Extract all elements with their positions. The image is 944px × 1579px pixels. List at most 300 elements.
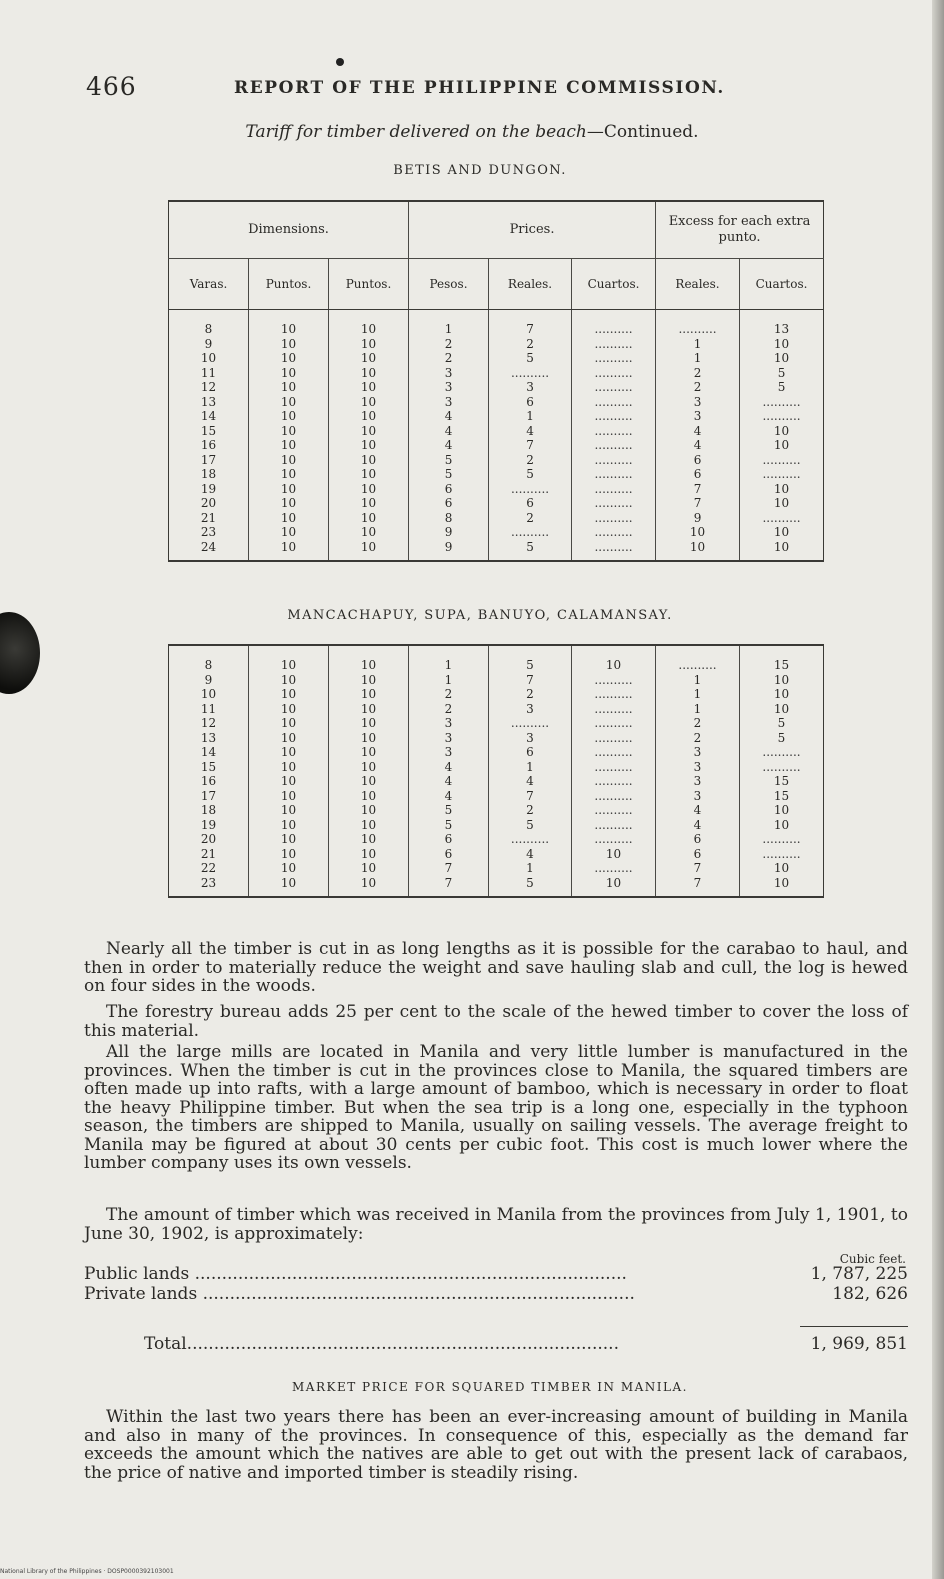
table-cell: 15 — [740, 789, 824, 804]
spacer-row — [169, 554, 824, 561]
table-cell: 2 — [489, 337, 572, 352]
group-header-excess: Excess for each extra punto. — [656, 201, 824, 259]
table-cell: 1 — [656, 337, 740, 352]
table-cell: .......... — [489, 832, 572, 847]
page-header — [86, 70, 906, 104]
table-cell: 10 — [249, 453, 329, 468]
group-header-dimensions: Dimensions. — [169, 201, 409, 259]
table-cell: 10 — [740, 337, 824, 352]
table-cell: 19 — [169, 818, 249, 833]
table-cell: 15 — [740, 658, 824, 673]
table-cell: 10 — [329, 818, 409, 833]
table-cell: 5 — [409, 453, 489, 468]
table-cell: 5 — [489, 540, 572, 555]
table-cell: 15 — [740, 774, 824, 789]
table-cell: 4 — [489, 847, 572, 862]
table-cell: 10 — [329, 540, 409, 555]
table-cell: 10 — [249, 511, 329, 526]
table-cell: 8 — [169, 658, 249, 673]
table-cell: 20 — [169, 496, 249, 511]
table-cell: .......... — [572, 511, 656, 526]
table-row — [169, 496, 824, 511]
table-cell: 10 — [329, 453, 409, 468]
table-cell: 6 — [409, 482, 489, 497]
table-cell: 10 — [329, 438, 409, 453]
table-row — [169, 745, 824, 760]
paragraph — [84, 940, 908, 996]
table-cell: 9 — [409, 525, 489, 540]
table-cell: .......... — [572, 687, 656, 702]
table-cell: 1 — [409, 673, 489, 688]
table-cell: 10 — [740, 687, 824, 702]
table-cell: 21 — [169, 511, 249, 526]
table-cell: 10 — [329, 876, 409, 891]
table-cell: 5 — [489, 658, 572, 673]
table-cell: 10 — [572, 847, 656, 862]
table-cell: 10 — [740, 424, 824, 439]
table-cell: 7 — [489, 673, 572, 688]
table-cell: 6 — [489, 395, 572, 410]
table-cell: 10 — [740, 702, 824, 717]
table-row — [169, 658, 824, 673]
table-row — [169, 322, 824, 337]
table-cell: 2 — [656, 380, 740, 395]
table-cell: 3 — [489, 380, 572, 395]
table-cell: .......... — [572, 409, 656, 424]
table-cell: 4 — [409, 760, 489, 775]
table-cell: 10 — [329, 847, 409, 862]
table-row — [169, 467, 824, 482]
table-cell: 1 — [489, 760, 572, 775]
table-cell: .......... — [572, 525, 656, 540]
table-cell: 10 — [329, 731, 409, 746]
stat-label: Private lands ................................................................................ — [84, 1284, 635, 1304]
table-cell: 18 — [169, 467, 249, 482]
stat-label-text: Public lands — [84, 1264, 190, 1284]
table-cell: .......... — [572, 337, 656, 352]
table-cell: 6 — [409, 496, 489, 511]
table-cell: .......... — [572, 789, 656, 804]
paragraph-text: Nearly all the timber is cut in as long lengths as it is possible for the carabao to haul, and then in order to materially reduce the weight and save hauling slab and cull, the log is hewed on four sides in the woods. — [84, 939, 908, 996]
table-cell: .......... — [572, 861, 656, 876]
table-cell: 10 — [169, 351, 249, 366]
table-cell: 7 — [489, 322, 572, 337]
table-cell: 10 — [249, 731, 329, 746]
table-cell: 10 — [249, 876, 329, 891]
table-cell: 10 — [249, 702, 329, 717]
paragraph-text: The amount of timber which was received in Manila from the provinces from July 1, 1901, to June 30, 1902, is approximately: — [84, 1205, 908, 1244]
paragraph — [84, 1206, 908, 1243]
table-cell: 10 — [329, 511, 409, 526]
table-cell: 10 — [329, 803, 409, 818]
table-cell: 10 — [249, 467, 329, 482]
table-cell: 10 — [249, 438, 329, 453]
table-cell: .......... — [572, 438, 656, 453]
table-cell: 10 — [740, 876, 824, 891]
table-cell: 8 — [409, 511, 489, 526]
table-cell: 2 — [656, 366, 740, 381]
spacer-row — [169, 645, 824, 658]
table-row — [169, 731, 824, 746]
table-cell: .......... — [740, 395, 824, 410]
table-cell: 2 — [409, 687, 489, 702]
table-cell: 2 — [489, 687, 572, 702]
table-row — [169, 818, 824, 833]
table-cell: 5 — [740, 366, 824, 381]
table-row — [169, 540, 824, 555]
stat-label: Public lands ................................................................................ — [84, 1264, 627, 1284]
running-title: REPORT OF THE PHILIPPINE COMMISSION. — [234, 78, 725, 98]
table-cell: 10 — [249, 774, 329, 789]
table-cell: .......... — [740, 409, 824, 424]
table-cell: .......... — [489, 482, 572, 497]
table-cell: 3 — [489, 702, 572, 717]
table-cell: 10 — [329, 395, 409, 410]
table-cell: 10 — [329, 673, 409, 688]
table-cell: 24 — [169, 540, 249, 555]
table-cell: 10 — [656, 540, 740, 555]
table-cell: 10 — [249, 322, 329, 337]
table-cell: 7 — [656, 861, 740, 876]
table-row — [169, 453, 824, 468]
table-cell: 18 — [169, 803, 249, 818]
table-cell: 1 — [656, 351, 740, 366]
table-row — [169, 482, 824, 497]
table2-title: MANCACHAPUY, SUPA, BANUYO, CALAMANSAY. — [287, 608, 673, 623]
table-cell: .......... — [572, 395, 656, 410]
table-cell: 3 — [656, 395, 740, 410]
table-cell: 2 — [489, 511, 572, 526]
table-cell: 10 — [249, 745, 329, 760]
table-cell: 1 — [656, 687, 740, 702]
table-row — [169, 380, 824, 395]
table-cell: 3 — [656, 789, 740, 804]
table-cell: .......... — [572, 322, 656, 337]
table-cell: 10 — [329, 760, 409, 775]
table-row — [169, 438, 824, 453]
table-cell: 6 — [656, 467, 740, 482]
table-cell: 1 — [409, 658, 489, 673]
table-cell: 3 — [409, 716, 489, 731]
caption-italic: Tariff for timber delivered on the beach — [245, 122, 587, 142]
table-cell: .......... — [572, 366, 656, 381]
table-cell: 7 — [489, 789, 572, 804]
table-cell: 4 — [489, 424, 572, 439]
stat-label-text: Private lands — [84, 1284, 198, 1304]
table-cell: 5 — [740, 731, 824, 746]
table-cell: 4 — [656, 438, 740, 453]
table-cell: 10 — [249, 424, 329, 439]
table-cell: 2 — [409, 351, 489, 366]
table1-body — [169, 310, 824, 562]
table-row — [169, 673, 824, 688]
table-cell: 21 — [169, 847, 249, 862]
table-cell: 5 — [489, 818, 572, 833]
table-cell: .......... — [572, 380, 656, 395]
table-cell: 11 — [169, 702, 249, 717]
table-cell: 10 — [329, 687, 409, 702]
paragraph — [84, 1043, 908, 1173]
table-cell: 10 — [249, 525, 329, 540]
table-cell: 5 — [740, 716, 824, 731]
table-caption — [0, 122, 944, 142]
stat-label: Total................................................................................ — [144, 1334, 619, 1354]
table-cell: .......... — [572, 731, 656, 746]
spacer-row — [169, 310, 824, 323]
table-cell: 5 — [409, 803, 489, 818]
mancachapuy-table — [168, 644, 824, 898]
stat-label-text: Total — [144, 1334, 187, 1354]
table-cell: 4 — [409, 774, 489, 789]
betis-dungon-table — [168, 200, 824, 562]
table-row — [169, 337, 824, 352]
table-cell: 4 — [656, 803, 740, 818]
table-cell: 10 — [329, 496, 409, 511]
table-cell: 17 — [169, 789, 249, 804]
stat-row-private — [84, 1284, 908, 1304]
col-header-puntos: Puntos. — [249, 259, 329, 310]
table-cell: .......... — [740, 847, 824, 862]
table-cell: 10 — [329, 322, 409, 337]
table-cell: 10 — [249, 716, 329, 731]
table-cell: 13 — [740, 322, 824, 337]
table-cell: 10 — [249, 496, 329, 511]
table-cell: .......... — [572, 832, 656, 847]
table-cell: 7 — [409, 876, 489, 891]
table-cell: 9 — [169, 673, 249, 688]
table-row — [169, 395, 824, 410]
table-cell: 10 — [249, 658, 329, 673]
table-row — [169, 861, 824, 876]
table-cell: 10 — [249, 482, 329, 497]
table-cell: 10 — [329, 380, 409, 395]
ink-spot — [336, 58, 344, 66]
table-cell: 9 — [409, 540, 489, 555]
table-cell: .......... — [572, 716, 656, 731]
table-cell: 6 — [409, 832, 489, 847]
table-cell: 5 — [409, 818, 489, 833]
table-cell: .......... — [572, 424, 656, 439]
col-header-puntos: Puntos. — [329, 259, 409, 310]
table-cell: 10 — [740, 525, 824, 540]
table-cell: 10 — [249, 380, 329, 395]
table-cell: 10 — [249, 395, 329, 410]
table-row — [169, 687, 824, 702]
col-header-reales: Reales. — [489, 259, 572, 310]
table-cell: 6 — [656, 847, 740, 862]
table-cell: 14 — [169, 409, 249, 424]
table-cell: 23 — [169, 876, 249, 891]
table-cell: .......... — [740, 453, 824, 468]
table-cell: .......... — [489, 366, 572, 381]
table-cell: 10 — [329, 716, 409, 731]
table-cell: 4 — [656, 424, 740, 439]
table-row — [169, 366, 824, 381]
table-row — [169, 409, 824, 424]
stat-value: 182, 626 — [832, 1284, 908, 1304]
table-cell: 10 — [329, 525, 409, 540]
table-cell: 6 — [656, 453, 740, 468]
page-number: 466 — [86, 72, 137, 101]
table-cell: 12 — [169, 380, 249, 395]
table-cell: 10 — [249, 366, 329, 381]
table-cell: .......... — [572, 760, 656, 775]
table-cell: 15 — [169, 424, 249, 439]
stat-value: 1, 969, 851 — [810, 1334, 908, 1354]
table-cell: 10 — [740, 482, 824, 497]
table-cell: 14 — [169, 745, 249, 760]
table-cell: 10 — [249, 861, 329, 876]
table-row — [169, 760, 824, 775]
table-row — [169, 716, 824, 731]
table-cell: 10 — [249, 832, 329, 847]
table-cell: .......... — [572, 467, 656, 482]
table-row — [169, 803, 824, 818]
table-cell: 10 — [249, 760, 329, 775]
table-cell: 10 — [249, 803, 329, 818]
table-cell: 10 — [740, 803, 824, 818]
table-cell: 10 — [329, 482, 409, 497]
table-cell: 10 — [249, 789, 329, 804]
table-cell: 3 — [656, 745, 740, 760]
table-cell: .......... — [572, 774, 656, 789]
table-cell: 10 — [249, 847, 329, 862]
table-cell: 10 — [740, 673, 824, 688]
table-cell: 10 — [329, 789, 409, 804]
table-cell: 4 — [489, 774, 572, 789]
table-cell: 10 — [169, 687, 249, 702]
table-cell: 5 — [489, 467, 572, 482]
table-cell: 10 — [329, 774, 409, 789]
table-cell: .......... — [572, 745, 656, 760]
paragraph — [84, 1408, 908, 1482]
table-cell: 10 — [740, 351, 824, 366]
paragraph-text: Within the last two years there has been an ever-increasing amount of building in Manila and also in many of the provinces. In consequence of this, especially as the demand far exceeds the amount which the natives are able to get out with the present lack of carabaos, the price of native and imported timber is steadily rising. — [84, 1407, 908, 1483]
table-cell: 10 — [329, 702, 409, 717]
table-cell: 10 — [249, 337, 329, 352]
table-cell: .......... — [740, 511, 824, 526]
table-cell: 15 — [169, 760, 249, 775]
unit-label: Cubic feet. — [839, 1252, 906, 1266]
table-cell: .......... — [572, 496, 656, 511]
table-cell: 10 — [329, 366, 409, 381]
table-cell: .......... — [656, 322, 740, 337]
table-cell: 7 — [656, 496, 740, 511]
table-cell: .......... — [572, 453, 656, 468]
spacer-row — [169, 890, 824, 897]
table-cell: 1 — [409, 322, 489, 337]
table-cell: 5 — [489, 876, 572, 891]
table-cell: 10 — [249, 687, 329, 702]
table-cell: 2 — [656, 731, 740, 746]
table-cell: 6 — [656, 832, 740, 847]
table-cell: 6 — [409, 847, 489, 862]
table-cell: 2 — [409, 702, 489, 717]
table-cell: 10 — [329, 337, 409, 352]
table-cell: 2 — [489, 453, 572, 468]
table-cell: 3 — [656, 409, 740, 424]
table-cell: 13 — [169, 395, 249, 410]
caption-continued: —Continued. — [586, 122, 699, 142]
table-cell: 1 — [656, 673, 740, 688]
table-cell: .......... — [740, 745, 824, 760]
table-cell: 10 — [740, 818, 824, 833]
table-cell: 4 — [409, 424, 489, 439]
scan-footer: National Library of the Philippines · DOSP0000392103001 — [0, 1568, 174, 1575]
table-cell: 10 — [249, 540, 329, 555]
table-cell: .......... — [572, 351, 656, 366]
table-cell: 10 — [740, 496, 824, 511]
table-cell: 12 — [169, 716, 249, 731]
table-cell: .......... — [489, 525, 572, 540]
table-row — [169, 525, 824, 540]
table1-title: BETIS AND DUNGON. — [393, 163, 567, 178]
table-cell: 3 — [409, 395, 489, 410]
table-cell: 7 — [409, 861, 489, 876]
col-header-varas: Varas. — [169, 259, 249, 310]
table-cell: 22 — [169, 861, 249, 876]
table-cell: 4 — [409, 409, 489, 424]
table-cell: 2 — [409, 337, 489, 352]
table-cell: 10 — [740, 540, 824, 555]
table-cell: 13 — [169, 731, 249, 746]
table-row — [169, 351, 824, 366]
table-cell: .......... — [656, 658, 740, 673]
table-cell: 2 — [489, 803, 572, 818]
table-cell: 16 — [169, 438, 249, 453]
table-cell: 1 — [656, 702, 740, 717]
table-cell: 6 — [489, 496, 572, 511]
table-cell: 3 — [409, 380, 489, 395]
table-cell: .......... — [740, 760, 824, 775]
table-cell: 3 — [489, 731, 572, 746]
table-row — [169, 511, 824, 526]
table-cell: 20 — [169, 832, 249, 847]
table-cell: 3 — [656, 760, 740, 775]
table-cell: 10 — [740, 438, 824, 453]
table-cell: 7 — [656, 482, 740, 497]
table-cell: 7 — [489, 438, 572, 453]
table-cell: .......... — [740, 467, 824, 482]
col-header-extra-reales: Reales. — [656, 259, 740, 310]
table-cell: 3 — [409, 731, 489, 746]
table-cell: 10 — [572, 658, 656, 673]
table-cell: 16 — [169, 774, 249, 789]
paragraph-text: All the large mills are located in Manila and very little lumber is manufactured in the provinces. When the timber is cut in the provinces close to Manila, the squared timbers are often made up into rafts, with a large amount of bamboo, which is necessary in order to float the heavy Philippine timber. But when the sea trip is a long one, especially in the typhoon season, the timbers are shipped to Manila, usually on sailing vessels. The average freight to Manila may be figured at about 30 cents per cubic foot. This cost is much lower where the lumber company uses its own vessels. — [84, 1042, 908, 1173]
table-cell: 2 — [656, 716, 740, 731]
table-row — [169, 774, 824, 789]
paragraph — [84, 1003, 908, 1040]
table-cell: 1 — [489, 409, 572, 424]
table-cell: .......... — [572, 540, 656, 555]
table-cell: 3 — [656, 774, 740, 789]
table-cell: 10 — [249, 351, 329, 366]
table-cell: 1 — [489, 861, 572, 876]
table-cell: 10 — [249, 673, 329, 688]
table-cell: 10 — [329, 409, 409, 424]
stat-row-total — [144, 1334, 908, 1354]
page-edge-shadow — [932, 0, 944, 1579]
table-row — [169, 847, 824, 862]
table-cell: 19 — [169, 482, 249, 497]
table-cell: 10 — [329, 351, 409, 366]
table-cell: .......... — [489, 716, 572, 731]
table-cell: 6 — [489, 745, 572, 760]
sum-rule — [800, 1326, 908, 1327]
stat-row-public — [84, 1264, 908, 1284]
table-cell: .......... — [572, 482, 656, 497]
table-cell: 4 — [409, 438, 489, 453]
